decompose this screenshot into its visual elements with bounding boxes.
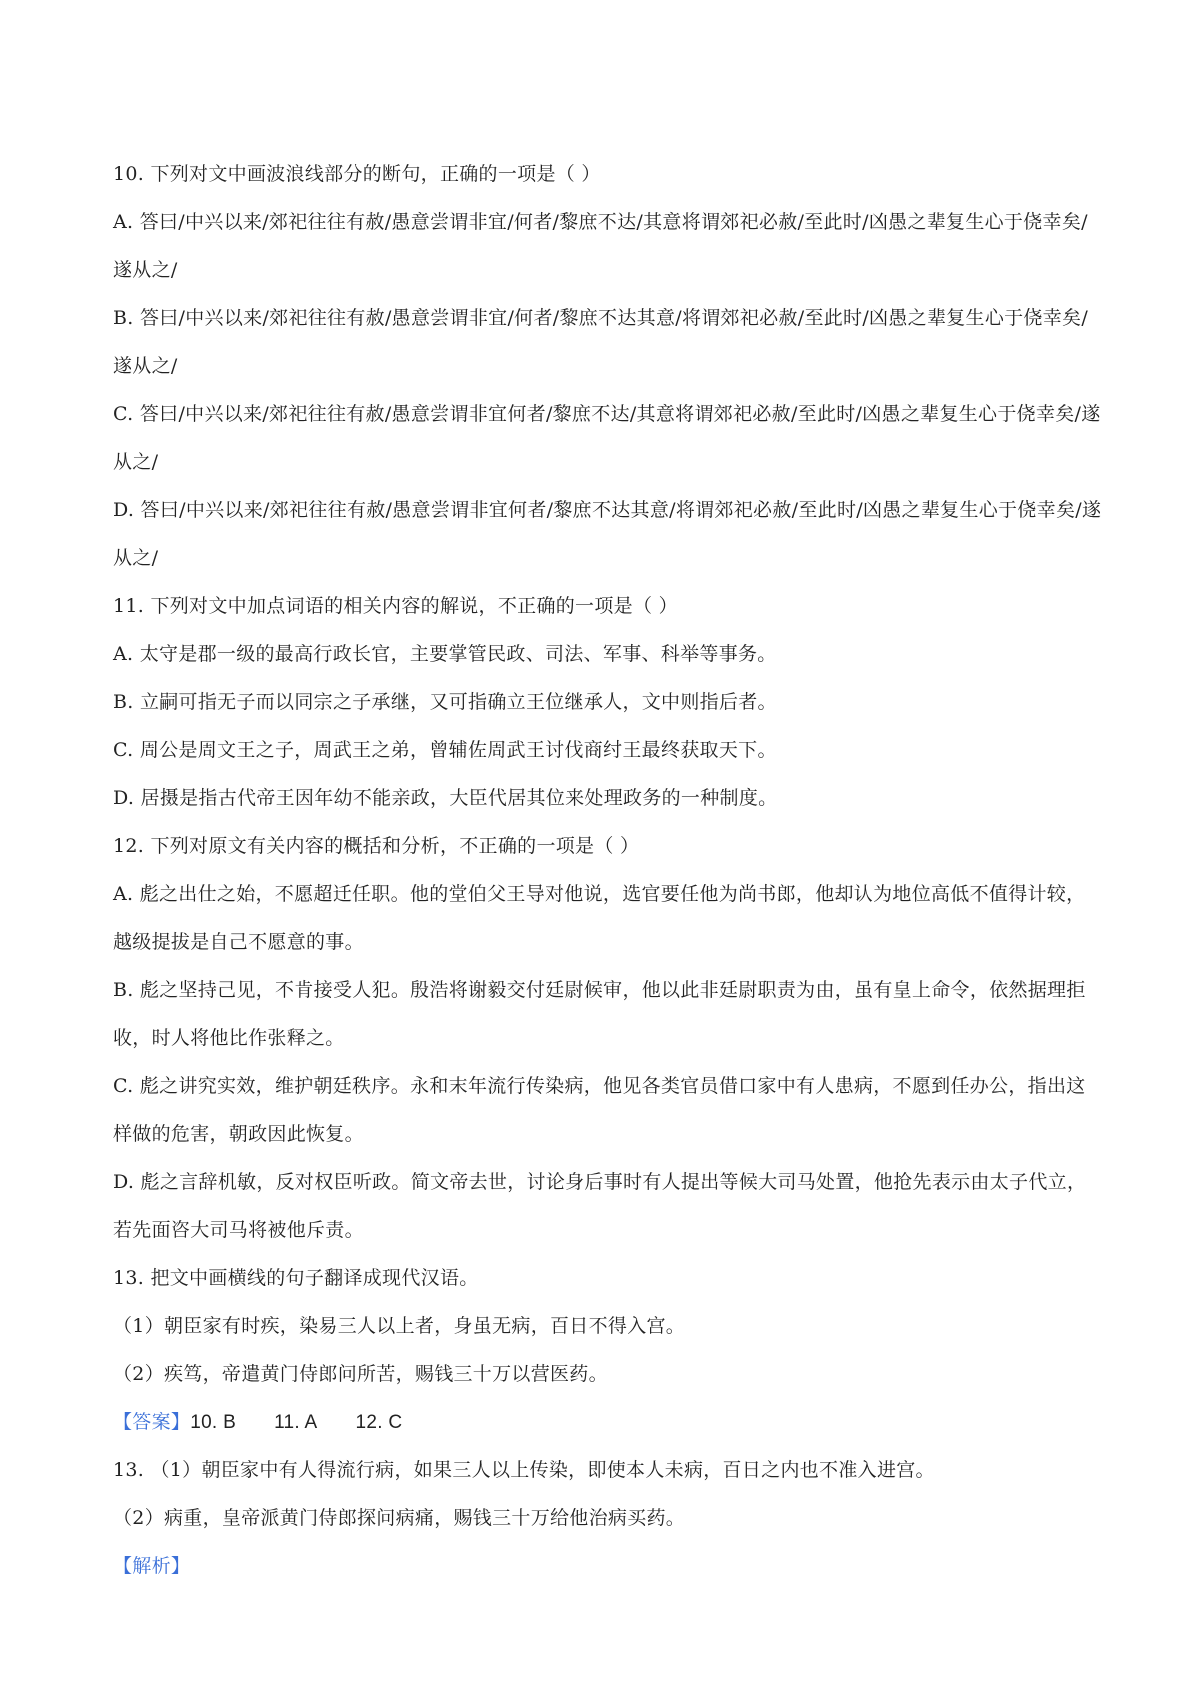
answer-value-12: 12. C [355, 1412, 403, 1433]
answer-13-item-1: 13. （1）朝臣家中有人得流行病，如果三人以上传染，即使本人未病，百日之内也不准入进宫。 [113, 1459, 935, 1481]
answer-value-10: 10. B [190, 1412, 237, 1433]
question-10-option-b: B. 答曰/中兴以来/郊祀往往有赦/愚意尝谓非宜/何者/黎庶不达其意/将谓郊祀必赦/至此时/凶愚之辈复生心于侥幸矣/遂从之/ [113, 307, 1089, 377]
question-11-option-c: C. 周公是周文王之子，周武王之弟，曾辅佐周武王讨伐商纣王最终获取天下。 [113, 739, 777, 761]
question-10-stem: 10. 下列对文中画波浪线部分的断句，正确的一项是（ ） [113, 163, 601, 185]
answer-13-item-2: （2）病重，皇帝派黄门侍郎探问病痛，赐钱三十万给他治病买药。 [113, 1507, 686, 1529]
question-12-option-a: A. 彪之出仕之始，不愿超迁任职。他的堂伯父王导对他说，选官要任他为尚书郎，他却认为地位高低不值得计较，越级提拔是自己不愿意的事。 [113, 883, 1086, 953]
question-13-stem: 13. 把文中画横线的句子翻译成现代汉语。 [113, 1267, 479, 1289]
question-11-option-a: A. 太守是郡一级的最高行政长官，主要掌管民政、司法、军事、科举等事务。 [113, 643, 777, 665]
answer-row [113, 1398, 1103, 1446]
document-content [113, 150, 1103, 1590]
analysis-row [113, 1542, 1103, 1590]
answer-value-11: 11. A [274, 1412, 318, 1433]
question-11-stem: 11. 下列对文中加点词语的相关内容的解说，不正确的一项是（ ） [113, 595, 678, 617]
answer-values [190, 1412, 402, 1433]
question-13-item-1: （1）朝臣家有时疾，染易三人以上者，身虽无病，百日不得入宫。 [113, 1315, 686, 1337]
question-10-option-c: C. 答曰/中兴以来/郊祀往往有赦/愚意尝谓非宜何者/黎庶不达/其意将谓郊祀必赦/至此时/凶愚之辈复生心于侥幸矣/遂从之/ [113, 403, 1101, 473]
question-12-stem: 12. 下列对原文有关内容的概括和分析，不正确的一项是（ ） [113, 835, 640, 857]
question-12-option-b: B. 彪之坚持己见，不肯接受人犯。殷浩将谢毅交付廷尉候审，他以此非廷尉职责为由，虽有皇上命令，依然据理拒收，时人将他比作张释之。 [113, 979, 1086, 1049]
question-10-option-a: A. 答曰/中兴以来/郊祀往往有赦/愚意尝谓非宜/何者/黎庶不达/其意将谓郊祀必赦/至此时/凶愚之辈复生心于侥幸矣/遂从之/ [113, 211, 1088, 281]
question-12-option-c: C. 彪之讲究实效，维护朝廷秩序。永和末年流行传染病，他见各类官员借口家中有人患病，不愿到任办公，指出这样做的危害，朝政因此恢复。 [113, 1075, 1086, 1145]
question-10-option-d: D. 答曰/中兴以来/郊祀往往有赦/愚意尝谓非宜何者/黎庶不达其意/将谓郊祀必赦/至此时/凶愚之辈复生心于侥幸矣/遂从之/ [113, 499, 1102, 569]
question-11-option-b: B. 立嗣可指无子而以同宗之子承继，又可指确立王位继承人，文中则指后者。 [113, 691, 777, 713]
question-11-option-d: D. 居摄是指古代帝王因年幼不能亲政，大臣代居其位来处理政务的一种制度。 [113, 787, 778, 809]
answer-label: 【答案】 [113, 1411, 191, 1433]
question-12-option-d: D. 彪之言辞机敏，反对权臣听政。简文帝去世，讨论身后事时有人提出等候大司马处置，他抢先表示由太子代立，若先面咨大司马将被他斥责。 [113, 1171, 1087, 1241]
analysis-label: 【解析】 [113, 1555, 191, 1577]
question-13-item-2: （2）疾笃，帝遣黄门侍郎问所苦，赐钱三十万以营医药。 [113, 1363, 608, 1385]
